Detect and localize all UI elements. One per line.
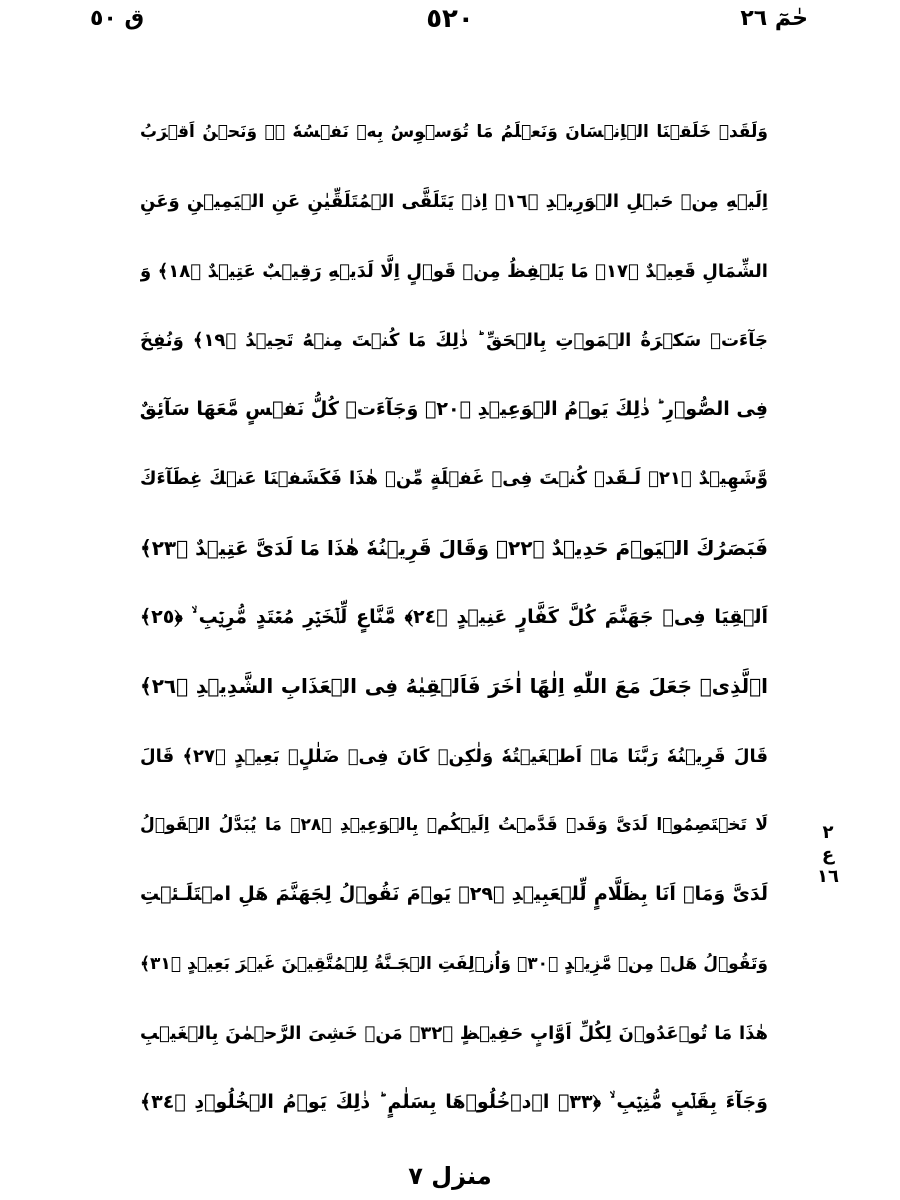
- text-line: وَتَقُوۡلُ هَلۡ مِنۡ مَّزِيۡدٍ ﴿٣٠﴾ وَاُزۡلِفَتِ الۡجَـنَّةُ لِلۡمُتَّقِيۡنَ غَيۡرَ بَعِيۡدٍ ﴿٣١﴾: [140, 953, 768, 974]
- text-line: وَجَآءَ بِقَلۡبٍ مُّنِيۡبِ ۙ ﴿٣٣﴾ اۨدۡخُلُوۡهَا بِسَلٰمٍ ؕ ذٰلِكَ يَوۡمُ الۡخُلُوۡدِ ﴿٣٤﴾: [140, 1091, 768, 1114]
- text-line: هٰذَا مَا تُوۡعَدُوۡنَ لِكُلِّ اَوَّابٍ حَفِيۡظٍ ﴿٣٢﴾ مَنۡ خَشِىَ الرَّحۡمٰنَ بِالۡغَيۡبِ: [140, 1022, 768, 1044]
- juz-marker: حٰمٓ ٢٦: [740, 6, 808, 31]
- text-line: وَلَقَدۡ خَلَقۡنَا الۡاِنۡسَانَ وَنَعۡلَمُ مَا تُوَسۡوِسُ بِهٖ نَفۡسُهٗ ۖۚ وَنَحۡنُ اَقۡرَبُ: [140, 122, 768, 142]
- page-header: [0, 0, 900, 40]
- text-line: اِلَيۡهِ مِنۡ حَبۡلِ الۡوَرِيۡدِ ﴿١٦﴾ اِذۡ يَتَلَقَّى الۡمُتَلَقِّيٰنِ عَنِ الۡيَمِيۡنِ وَعَنِ: [140, 191, 768, 213]
- text-line: فِى الصُّوۡرِ ؕ ذٰلِكَ يَوۡمُ الۡوَعِيۡدِ ﴿٢٠﴾ وَجَآءَتۡ كُلُّ نَفۡسٍ مَّعَهَا سَآئِقٌ: [140, 398, 768, 421]
- surah-marker: ق ٥٠: [90, 6, 145, 31]
- text-line: وَّشَهِيۡدٌ ﴿٢١﴾ لَـقَدۡ كُنۡتَ فِىۡ غَفۡلَةٍ مِّنۡ هٰذَا فَكَشَفۡنَا عَنۡكَ غِطَآءَكَ: [140, 468, 768, 490]
- text-line: لَا تَخۡتَصِمُوۡا لَدَىَّ وَقَدۡ قَدَّمۡتُ اِلَيۡكُمۡ بِالۡوَعِيۡدِ ﴿٢٨﴾ مَا يُبَدَّلُ الۡقَوۡلُ: [140, 814, 768, 835]
- text-line: اۨلَّذِىۡ جَعَلَ مَعَ اللّٰهِ اِلٰهًا اٰخَرَ فَاَلۡقِيٰهُ فِى الۡعَذَابِ الشَّدِيۡدِ ﴿٢٦﴾: [140, 674, 768, 699]
- text-line: فَبَصَرُكَ الۡيَوۡمَ حَدِيۡدٌ ﴿٢٢﴾ وَقَالَ قَرِيۡنُهٗ هٰذَا مَا لَدَىَّ عَتِيۡدٌ ﴿٢٣﴾: [140, 535, 768, 560]
- verse-text-block: [140, 98, 768, 1137]
- text-line: لَدَىَّ وَمَاۤ اَنَا بِظَلَّامٍ لِّلۡعَبِيۡدِ ﴿٢٩﴾ يَوۡمَ نَقُوۡلُ لِجَهَنَّمَ هَلِ امۡتَلَـئۡتِ: [140, 883, 768, 906]
- text-line: اَلۡقِيَا فِىۡ جَهَنَّمَ كُلَّ كَفَّارٍ عَنِيۡدٍ ﴿٢٤﴾ مَّنَّاعٍ لِّلۡخَيۡرِ مُعۡتَدٍ مُّرِيۡبِ ۙ ﴿٢٥﴾: [140, 606, 768, 629]
- manzil-footer: منزل ٧: [408, 1162, 492, 1190]
- text-line: الشِّمَالِ قَعِيۡدٌ ﴿١٧﴾ مَا يَلۡفِظُ مِنۡ قَوۡلٍ اِلَّا لَدَيۡهِ رَقِيۡبٌ عَتِيۡدٌ ﴿١٨﴾ وَ: [140, 260, 768, 282]
- text-line: قَالَ قَرِيۡنُهٗ رَبَّنَا مَاۤ اَطۡغَيۡتُهٗ وَلٰكِنۡ كَانَ فِىۡ ضَلٰلٍۢ بَعِيۡدٍ ﴿٢٧﴾ قَالَ: [140, 745, 768, 767]
- page-number: ٥٢٠: [426, 4, 474, 34]
- ruku-margin-mark: ٢ ع ١٦: [817, 822, 839, 887]
- text-line: جَآءَتۡ سَكۡرَةُ الۡمَوۡتِ بِالۡحَقِّ ؕ ذٰلِكَ مَا كُنۡتَ مِنۡهُ تَحِيۡدُ ﴿١٩﴾ وَنُفِخَ: [140, 329, 768, 351]
